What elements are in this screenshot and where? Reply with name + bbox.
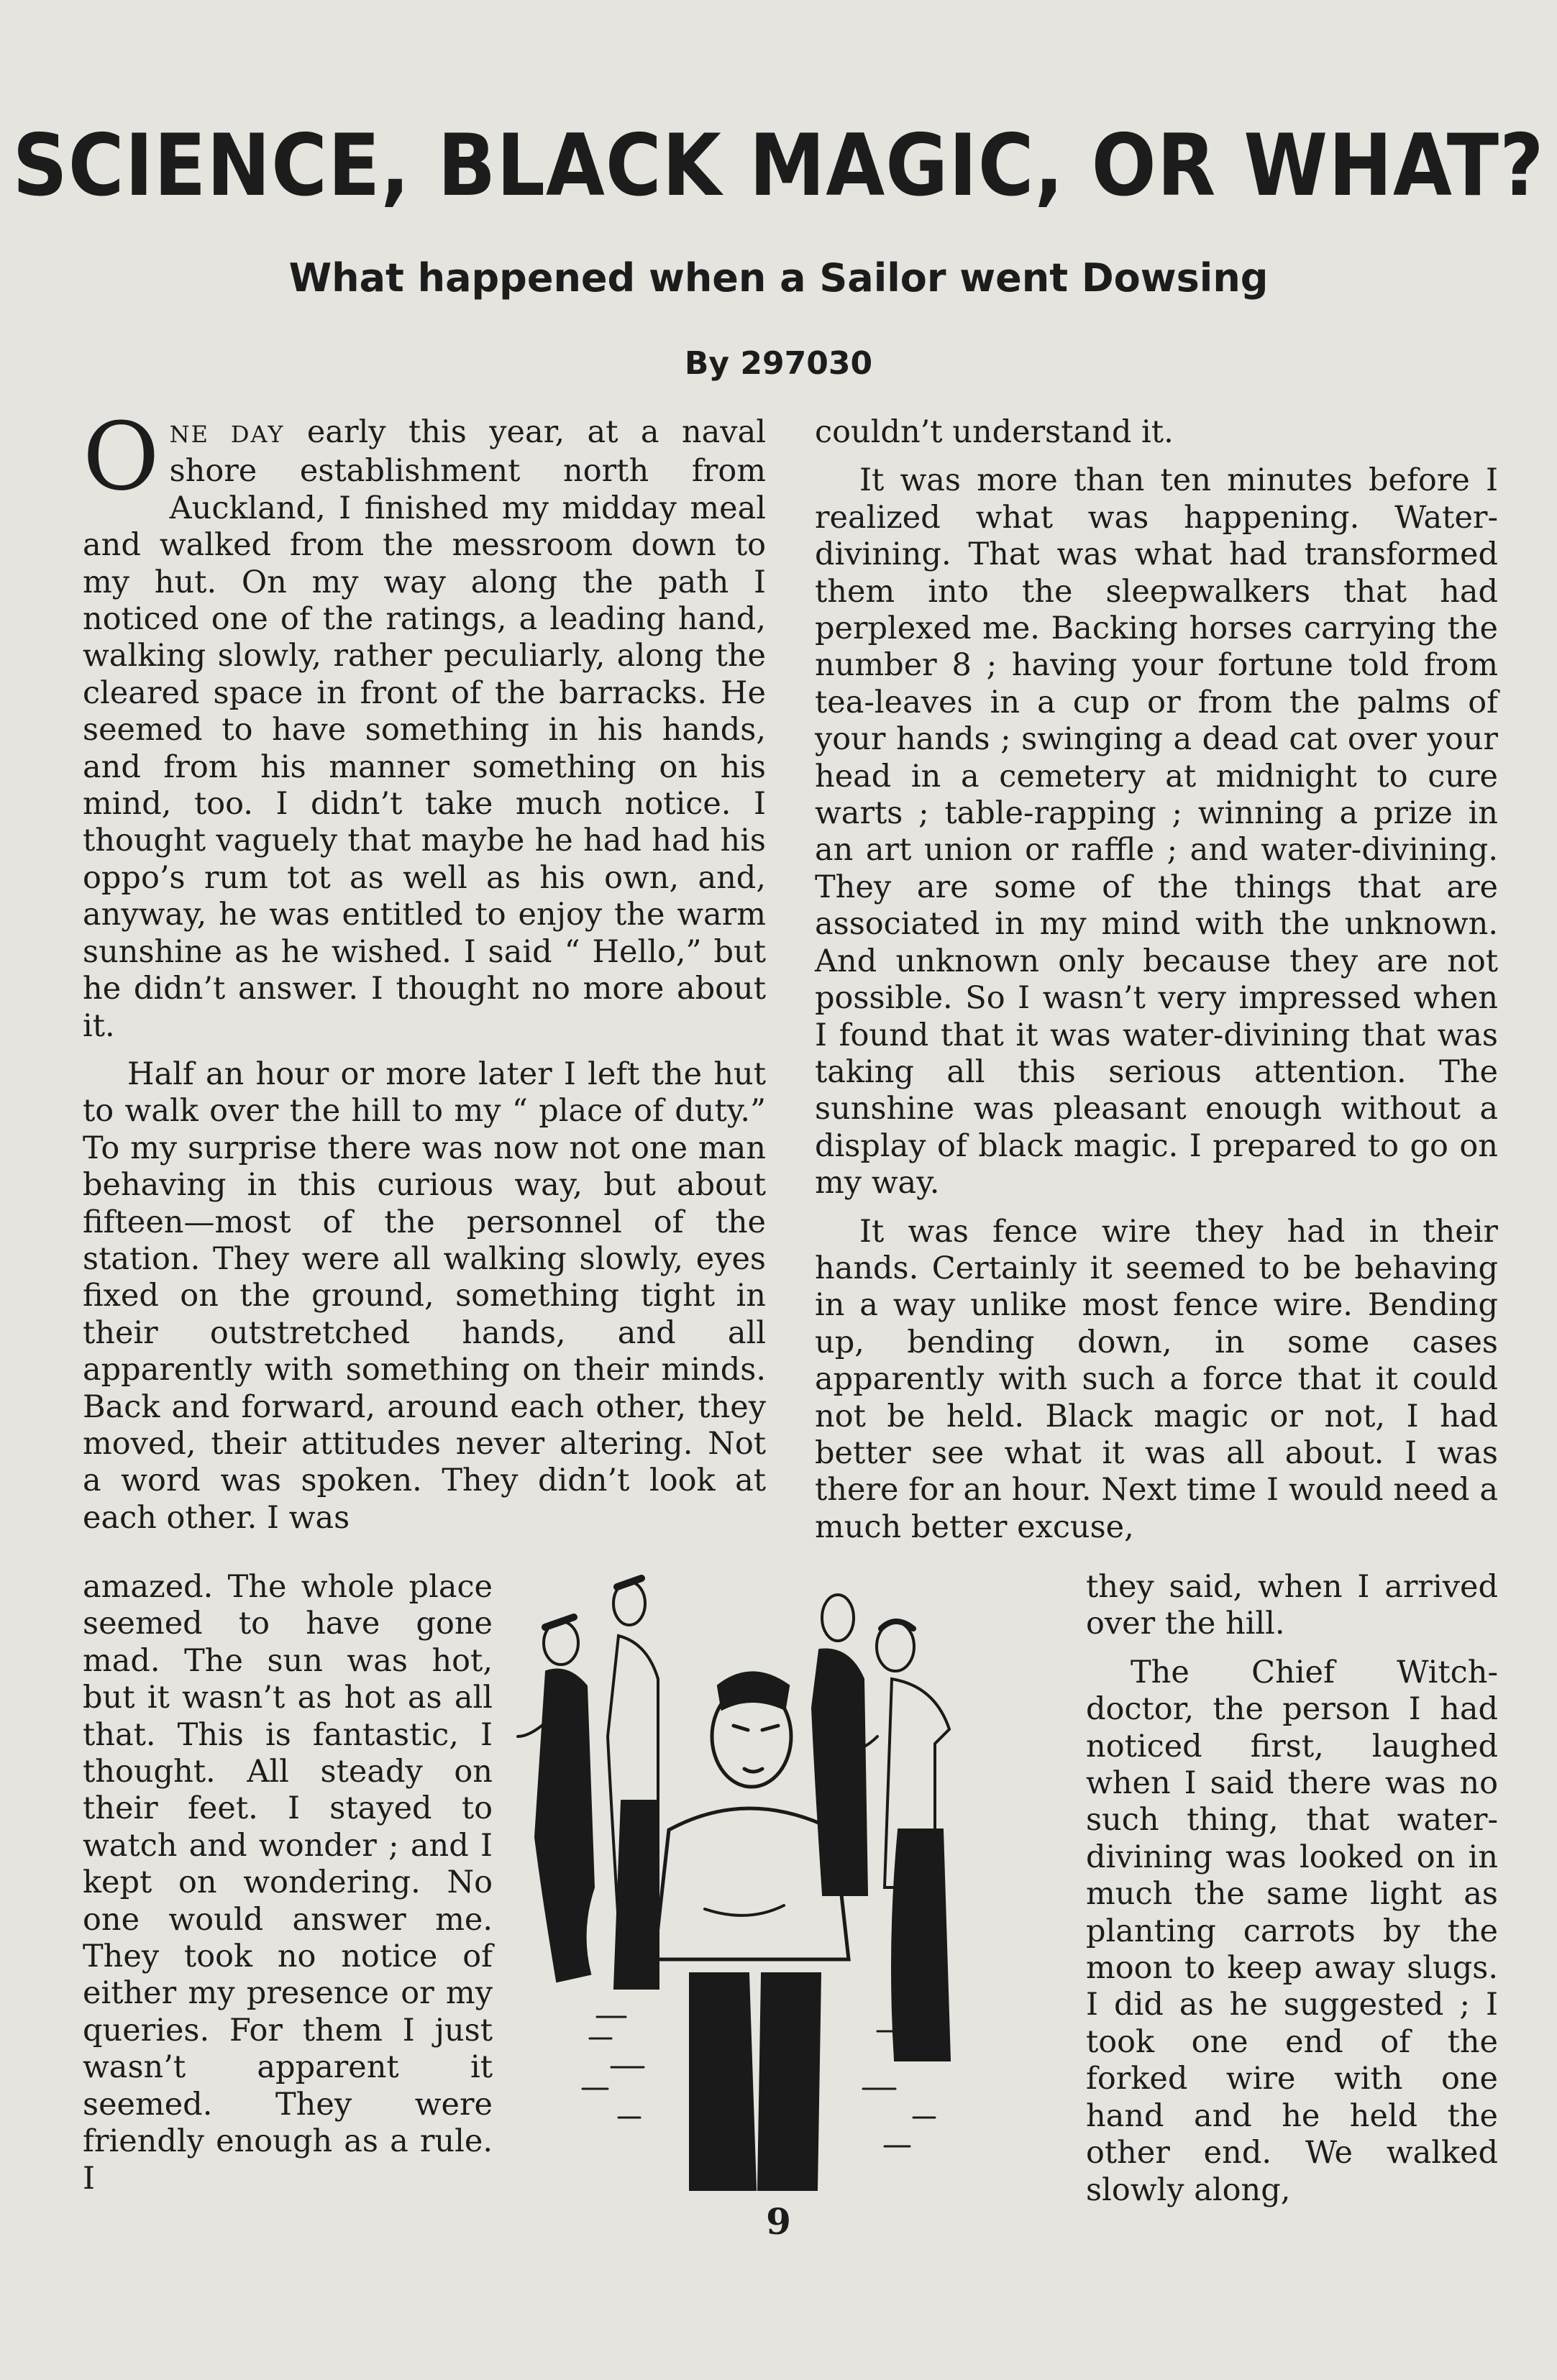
paragraph-3: couldn’t understand it.	[815, 414, 1174, 450]
column-right-top	[815, 414, 1498, 1546]
paragraph-5: It was fence wire they had in their hands. Certainly it seemed to be behaving in a way unlike most fence wire. Bending up, bending down, in some cases apparently with such a force that it could not be held. Black magic or not, I had better see what it was all about. I was there for an hour. Next time I would need a much better excuse,	[815, 1213, 1498, 1545]
small-caps-lead: NE DAY	[169, 421, 285, 448]
column-right-bottom	[1086, 1569, 1498, 2209]
page-number: 9	[766, 2200, 791, 2243]
sailor-figure-right-back	[813, 1595, 867, 1895]
drop-cap: O	[83, 402, 160, 511]
paragraph-6: The Chief Witch-doctor, the person I had noticed first, laughed when I said there was no such thing, that water-divining was looked on in much the same light as planting carrots by the moon to keep away slugs. I did as he suggested ; I took one end of the forked wire with one hand and he held the other end. We walked slowly along,	[1086, 1654, 1498, 2208]
article-byline: By 297030	[684, 345, 873, 382]
paragraph-4: It was more than ten minutes before I realized what was happening. Water-divining. That was what had transformed them into the sleepwalkers that had perplexed me. Backing horses carrying the number 8 ; having your fortune told from tea-leaves in a cup or from the palms of your hands ; swinging a dead cat over your head in a cemetery at midnight to cure warts ; table-rapping ; winning a prize in an art union or raffle ; and water-divining. They are some of the things that are associated in my mind with the unknown. And unknown only because they are not possible. So I wasn’t very impressed when I found that it was water-divining that was taking all this serious attention. The sunshine was pleasant enough without a display of black magic. I prepared to go on my way.	[815, 462, 1498, 1202]
sailor-figure-left	[518, 1617, 593, 1981]
column-left-bottom	[83, 1569, 493, 2197]
paragraph-1-text: early this year, at a naval shore establishment north from Auckland, I finished my midday meal and walked from the messroom down to my hut. On my way along the path I noticed one of the ratings, a leading hand, walking slowly, rather peculiarly, along the cleared space in front of the barracks. He seemed to have something in his hands, and from his manner something on his mind, too. I didn’t take much notice. I thought vaguely that maybe he had had his oppo’s rum tot as well as his own, and, anyway, he was entitled to enjoy the warm sunshine as he wished. I said “ Hello,” but he didn’t answer. I thought no more about it.	[83, 414, 766, 1044]
paragraph-2-continued: amazed. The whole place seemed to have gone mad. The sun was hot, but it wasn’t as hot as all that. This is fantastic, I thought. All steady on their feet. I stayed to watch and wonder ; and I kept on wondering. No one would answer me. They took no notice of either my presence or my queries. For them I just wasn’t apparent it seemed. They were friendly enough as a rule. I	[83, 1569, 493, 2197]
sailor-figure-back	[608, 1578, 658, 1988]
paragraph-5-continued: they said, when I arrived over the hill.	[1086, 1569, 1498, 1642]
article-title: SCIENCE, BLACK MAGIC, OR WHAT?	[12, 116, 1545, 216]
paragraph-2: Half an hour or more later I left the hut to walk over the hill to my “ place of duty.” To my surprise there was now not one man behaving in this curious way, but about fifteen—most of the personnel of the station. They were all walking slowly, eyes fixed on the ground, something tight in their outstretched hands, and all apparently with something on their minds. Back and forward, around each other, they moved, their attitudes never altering. Not a word was spoken. They didn’t look at each other. I was	[83, 1056, 766, 1536]
article-subtitle: What happened when a Sailor went Dowsing	[288, 255, 1269, 301]
sailors-dowsing-illustration	[503, 1571, 1093, 2197]
paragraph-1	[83, 402, 766, 1045]
column-left-top	[83, 402, 766, 1537]
